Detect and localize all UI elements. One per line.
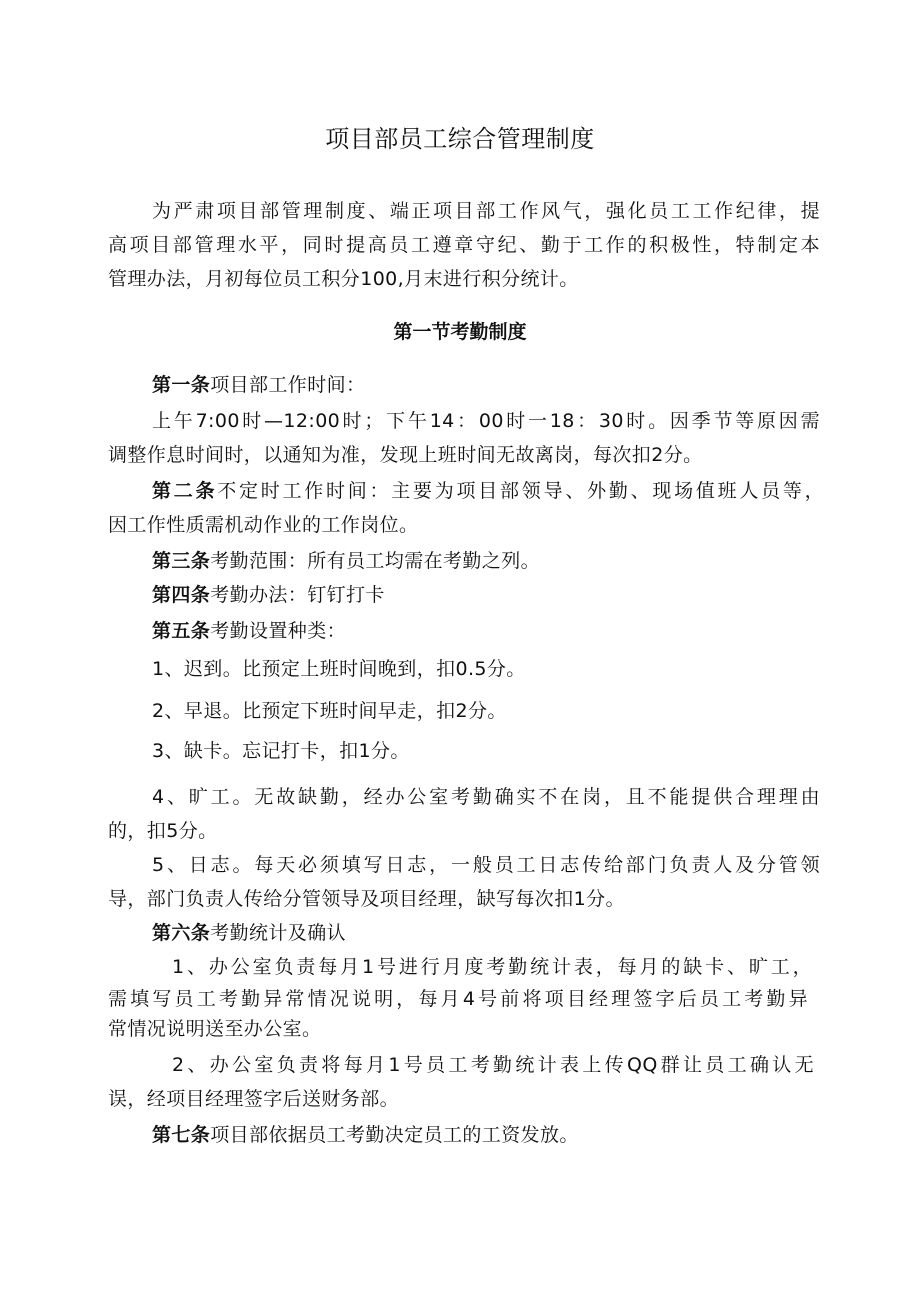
article-4-label: 第四条	[152, 584, 211, 606]
article-5-label: 第五条	[152, 620, 211, 642]
attendance-item-4-line-2: 的，扣5分。	[108, 820, 218, 842]
section-heading: 第一节考勤制度	[393, 321, 527, 343]
article-7-label: 第七条	[152, 1124, 211, 1146]
article-6	[152, 921, 864, 945]
attendance-item-5-line-2: 导，部门负责人传给分管领导及项目经理，缺写每次扣1分。	[108, 888, 625, 910]
article-5	[152, 619, 864, 643]
attendance-item-2: 2、早退。比预定下班时间早走，扣2分。	[152, 700, 507, 722]
article-1-line-1: 上午7:00时—12:00时；下午14：00时一18：30时。因季节等原因需	[152, 410, 820, 432]
article-4	[152, 583, 864, 607]
article-7-text: 项目部依据员工考勤决定员工的工资发放。	[210, 1124, 579, 1146]
attendance-item-5-line-1: 5、日志。每天必须填写日志，一般员工日志传给部门负责人及分管领	[152, 854, 820, 876]
article-3	[152, 549, 864, 573]
article-2-text: 不定时工作时间：主要为项目部领导、外勤、现场值班人员等，	[217, 480, 825, 502]
attendance-item-4-line-1: 4、旷工。无故缺勤，经办公室考勤确实不在岗，且不能提供合理理由	[152, 786, 820, 808]
stats-item-1-line-2: 需填写员工考勤异常情况说明，每月4号前将项目经理签字后员工考勤异	[108, 988, 808, 1010]
article-1-label: 第一条	[152, 374, 211, 396]
article-2-line-2: 因工作性质需机动作业的工作岗位。	[108, 514, 419, 536]
intro-line-3: 管理办法，月初每位员工积分100,月末进行积分统计。	[108, 268, 579, 290]
article-1-line-2: 调整作息时间时，以通知为准，发现上班时间无故离岗，每次扣2分。	[108, 444, 703, 466]
article-2	[152, 479, 824, 503]
stats-item-1-line-1: 1、办公室负责每月1号进行月度考勤统计表，每月的缺卡、旷工，	[172, 956, 812, 978]
page-title: 项目部员工综合管理制度	[325, 125, 595, 153]
article-6-label: 第六条	[152, 922, 211, 944]
article-7	[152, 1123, 864, 1147]
article-6-text: 考勤统计及确认	[210, 922, 347, 944]
intro-line-2: 高项目部管理水平，同时提高员工遵章守纪、勤于工作的积极性，特制定本	[108, 234, 820, 256]
attendance-item-1: 1、迟到。比预定上班时间晚到，扣0.5分。	[152, 658, 526, 680]
article-1-text: 项目部工作时间：	[210, 374, 366, 396]
article-3-text: 考勤范围：所有员工均需在考勤之列。	[210, 550, 541, 572]
attendance-item-3: 3、缺卡。忘记打卡，扣1分。	[152, 740, 410, 762]
intro-line-1: 为严肃项目部管理制度、端正项目部工作风气，强化员工工作纪律，提	[152, 200, 820, 222]
stats-item-2-line-2: 误，经项目经理签字后送财务部。	[108, 1088, 400, 1110]
article-2-label: 第二条	[152, 480, 218, 502]
stats-item-2-line-1: 2、办公室负责将每月1号员工考勤统计表上传QQ群让员工确认无	[172, 1054, 814, 1076]
article-4-text: 考勤办法：钉钉打卡	[210, 584, 385, 606]
article-5-text: 考勤设置种类：	[210, 620, 347, 642]
stats-item-1-line-3: 常情况说明送至办公室。	[108, 1018, 322, 1040]
article-3-label: 第三条	[152, 550, 211, 572]
article-1	[152, 373, 864, 397]
